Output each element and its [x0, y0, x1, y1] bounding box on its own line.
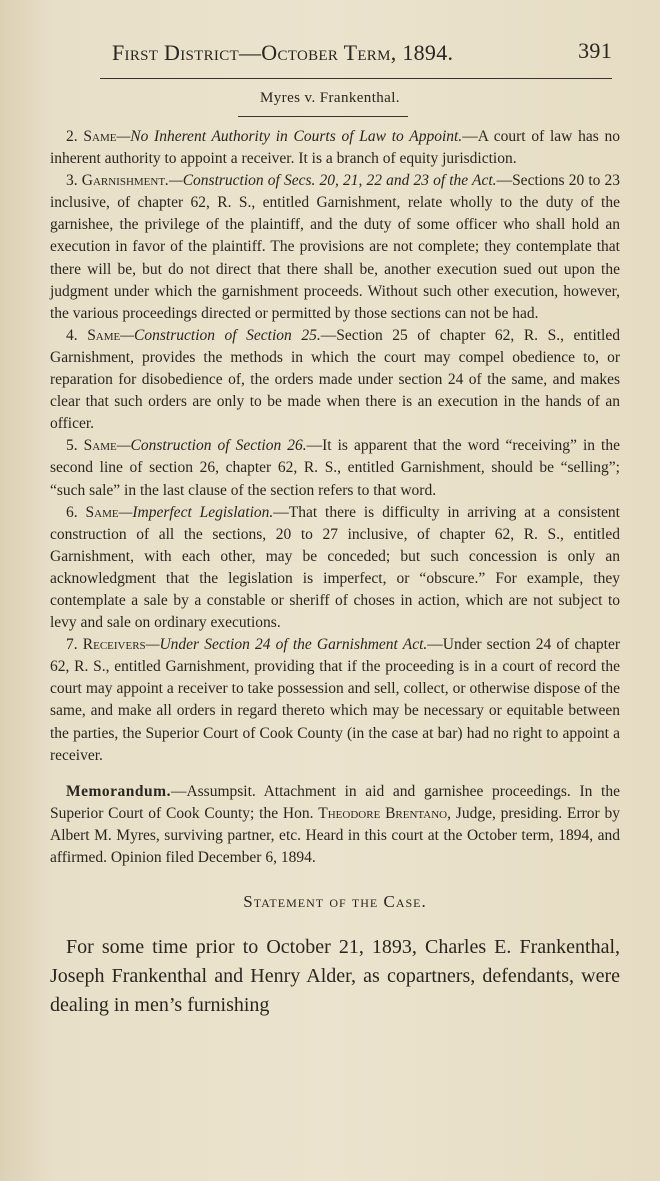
header-rule [100, 78, 612, 79]
headnote: 7. Receivers—Under Section 24 of the Garnishment Act.—Under section 24 of chapter 62, R. S., entitled Garnishment, providing that if the proceeding is in a court of record the court may appoint a receiver to take possession and sell, collect, or otherwise dispose of the same, and make all orders in regard thereto which may be necessary or equitable between the parties, the Superior Court of Cook County (in the case at bar) had no right to appoint a receiver. [50, 636, 621, 764]
headnote: 4. Same—Construction of Section 25.—Section 25 of chapter 62, R. S., entitled Garnishment, provides the methods in which the court may compel obedience to, or reparation for disobedience of, the orders made under section 24 of the same, and makes clear that such orders are only to be made when there is an execution in the hands of an officer. [50, 326, 620, 433]
case-caption: Myres v. Frankenthal. [260, 90, 400, 106]
headnote: 6. Same—Imperfect Legislation.—That there is difficulty in arriving at a consistent construction of all the sections, 20 to 27 inclusive, of chapter 62, R. S., entitled Garnishment, with each other, may be conceded; but such concession is only an acknowledgment that the legislation is imperfect, or “obscure.” For example, they contemplate a sale by a constable or sheriff of choses in action, which are not subject to levy and sale on ordinary executions. [50, 503, 620, 632]
statement-body: For some time prior to October 21, 1893, Charles E. Frankenthal, Joseph Frankenthal and Henry Alder, as copartners, defendants, were dealing in men’s furnishing [50, 936, 620, 1017]
headnote: 2. Same—No Inherent Authority in Courts of Law to Appoint.—A court of law has no inherent authority to appoint a receiver. It is a branch of equity jurisdiction. [50, 128, 621, 168]
page-body [50, 126, 620, 1020]
memorandum: Memorandum.—Assumpsit. Attachment in aid and garnishee proceedings. In the Superior Court of Cook County; the Hon. Theodore Brentano, Judge, presiding. Error by Albert M. Myres, surviving partner, etc. Heard in this court at the October term, 1894, and affirmed. Opinion filed December 6, 1894. [50, 782, 620, 866]
statement-title: Statement of the Case. [243, 892, 427, 912]
headnote: 3. Garnishment.—Construction of Secs. 20, 21, 22 and 23 of the Act.—Sections 20 to 23 inclusive, of chapter 62, R. S., entitled Garnishment, relate wholly to the duty of the garnishee, the privilege of the plaintiff, and the duty of some officer who shall hold an execution in favor of the plaintiff. The provisions are not complete; they contemplate that there will be, but do not direct that there shall be, another execution sued out upon the judgment under which the garnishment proceeds. Without such other execution, however, the various proceedings directed or permitted by those sections can not be had. [50, 172, 620, 322]
caption-rule [238, 116, 408, 117]
page-number: 391 [578, 38, 612, 63]
headnote: 5. Same—Construction of Section 26.—It is apparent that the word “receiving” in the second line of section 26, chapter 62, R. S., entitled Garnishment, should be “selling”; “such sale” in the last clause of the section refers to that word. [50, 437, 620, 499]
running-title: First District—October Term, 1894. [112, 40, 454, 65]
